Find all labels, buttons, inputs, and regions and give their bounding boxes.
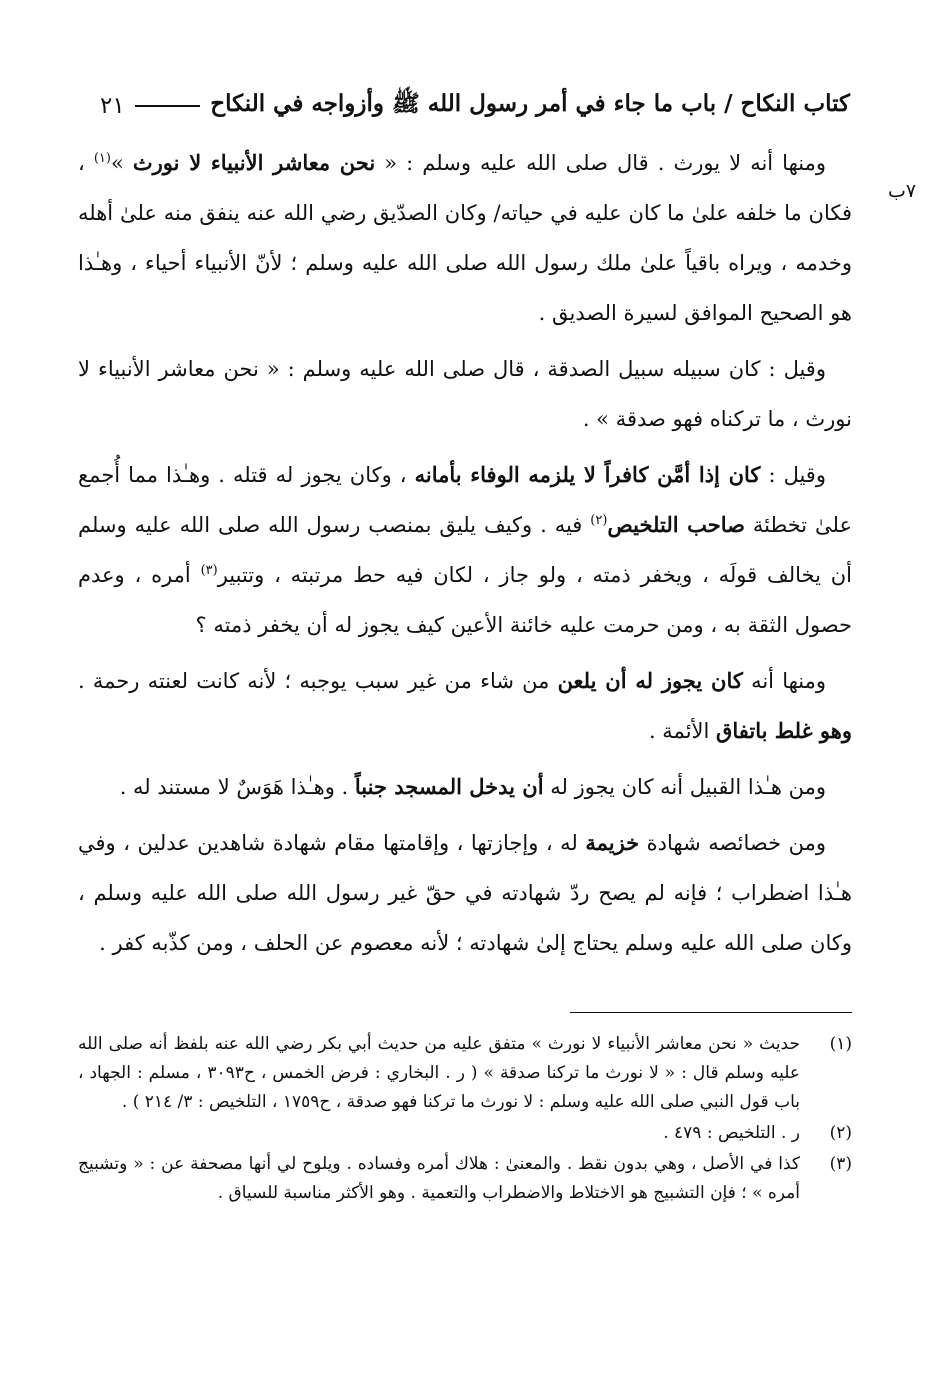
footnote-ref: (١) bbox=[93, 151, 111, 166]
bold-text: نحن معاشر الأنبياء لا نورث bbox=[132, 150, 376, 175]
footnote-ref: (٣) bbox=[200, 563, 218, 578]
text-run: ، فكان ما خلفه علىٰ ما كان عليه في حياته/ وكان الصدّيق رضي الله عنه ينفق منه علىٰ أهله وخدمه ، ويراه باقياً علىٰ ملك رسول الله صلى الله عليه وسلم ؛ لأنّ الأنبياء أحياء ، وهـٰذا هو الصحيح الموافق لسيرة الصديق . bbox=[78, 151, 852, 325]
margin-folio-note: ٧ب bbox=[887, 180, 917, 202]
text-run: فيه . وكيف يليق بمنصب رسول الله صلى الله عليه وسلم أن يخالف قولَه ، ويخفر ذمته ، ولو جاز ، لكان فيه حط مرتبته ، وتتبير bbox=[78, 513, 852, 587]
text-run: له ، وإجازتها ، وإقامتها مقام شهادة شاهدين عدلين ، وفي هـٰذا اضطراب ؛ فإنه لم يصح ردّ شهادته في حقّ غير رسول الله صلى الله عليه وسلم ، وكان صلى الله عليه وسلم يحتاج إلىٰ شهادته ؛ لأنه معصوم عن الحلف ، ومن كذّبه كفر . bbox=[78, 831, 852, 955]
text-run: ومن خصائصه شهادة bbox=[639, 831, 826, 855]
footnote-text: حديث « نحن معاشر الأنبياء لا نورث » متفق عليه من حديث أبي بكر رضي الله عنه بلفظ أنه صلى الله عليه وسلم قال : « لا نورث ما تركنا صدقة » ( ر . البخاري : فرض الخمس ، ح٣٠٩٣ ، مسلم : الجهاد ، باب قول النبي صلى الله عليه وسلم : لا نورث ما تركنا فهو صدقة ، ح١٧٥٩ ، التلخيص : ٣/ ٢١٤ ) . bbox=[78, 1034, 800, 1112]
paragraph bbox=[78, 450, 852, 650]
footnote bbox=[78, 1030, 852, 1117]
footnote-ref: (٢) bbox=[590, 513, 608, 528]
text-run: الأئمة . bbox=[648, 719, 717, 743]
text-run: ومن هـٰذا القبيل أنه كان يجوز له bbox=[543, 775, 826, 799]
text-run: » bbox=[110, 151, 133, 175]
page-number: ٢١ bbox=[100, 93, 125, 119]
footnote bbox=[78, 1150, 852, 1208]
bold-text: خزيمة bbox=[585, 830, 640, 855]
text-run: وقيل : كان سبيله سبيل الصدقة ، قال صلى الله عليه وسلم : « نحن معاشر الأنبياء لا نورث ، ما تركناه فهو صدقة » . bbox=[78, 357, 852, 431]
running-header bbox=[100, 86, 850, 126]
header-title: كتاب النكاح / باب ما جاء في أمر رسول الله ﷺ وأزواجه في النكاح bbox=[210, 90, 850, 117]
footnote bbox=[78, 1119, 852, 1148]
bold-text: كان إذا أمَّن كافراً لا يلزمه الوفاء بأمانه bbox=[414, 462, 761, 487]
text-run: ، وكان يجوز له قتله . وهـٰذا مما أُجمع علىٰ تخطئة bbox=[78, 463, 853, 537]
text-run: ومنها أنه bbox=[742, 669, 827, 693]
footnote-number: (٣) bbox=[829, 1154, 852, 1174]
bold-text: أن يدخل المسجد جنباً bbox=[354, 774, 544, 799]
paragraph bbox=[78, 656, 852, 756]
paragraph bbox=[78, 762, 852, 812]
main-text bbox=[78, 138, 852, 974]
paragraph bbox=[78, 344, 852, 444]
text-run: . وهـٰذا هَوَسٌ لا مستند له . bbox=[119, 775, 355, 799]
header-rule bbox=[135, 105, 201, 107]
text-run: وقيل : bbox=[760, 463, 826, 487]
footnotes bbox=[78, 1030, 852, 1210]
bold-text: صاحب التلخيص bbox=[607, 512, 745, 537]
footnote-separator bbox=[570, 1012, 852, 1013]
bold-text: وهو غلط باتفاق bbox=[716, 718, 852, 743]
footnote-number: (٢) bbox=[829, 1123, 852, 1143]
paragraph bbox=[78, 818, 852, 968]
bold-text: كان يجوز له أن يلعن bbox=[557, 668, 743, 693]
text-run: من شاء من غير سبب يوجبه ؛ لأنه كانت لعنته رحمة . bbox=[78, 669, 558, 693]
paragraph bbox=[78, 138, 852, 338]
text-run: أمره ، وعدم حصول الثقة به ، ومن حرمت عليه خائنة الأعين كيف يجوز له أن يخفر ذمته ؟ bbox=[78, 563, 852, 637]
footnote-number: (١) bbox=[829, 1034, 852, 1054]
footnote-text: كذا في الأصل ، وهي بدون نقط . والمعنىٰ : هلاك أمره وفساده . ويلوح لي أنها مصحفة عن : « وتشبيج أمره » ؛ فإن التشبيج هو الاختلاط والاضطراب والتعمية . وهو الأكثر مناسبة للسياق . bbox=[78, 1154, 800, 1203]
text-run: ومنها أنه لا يورث . قال صلى الله عليه وسلم : « bbox=[375, 151, 826, 175]
footnote-text: ر . التلخيص : ٤٧٩ . bbox=[663, 1123, 800, 1143]
